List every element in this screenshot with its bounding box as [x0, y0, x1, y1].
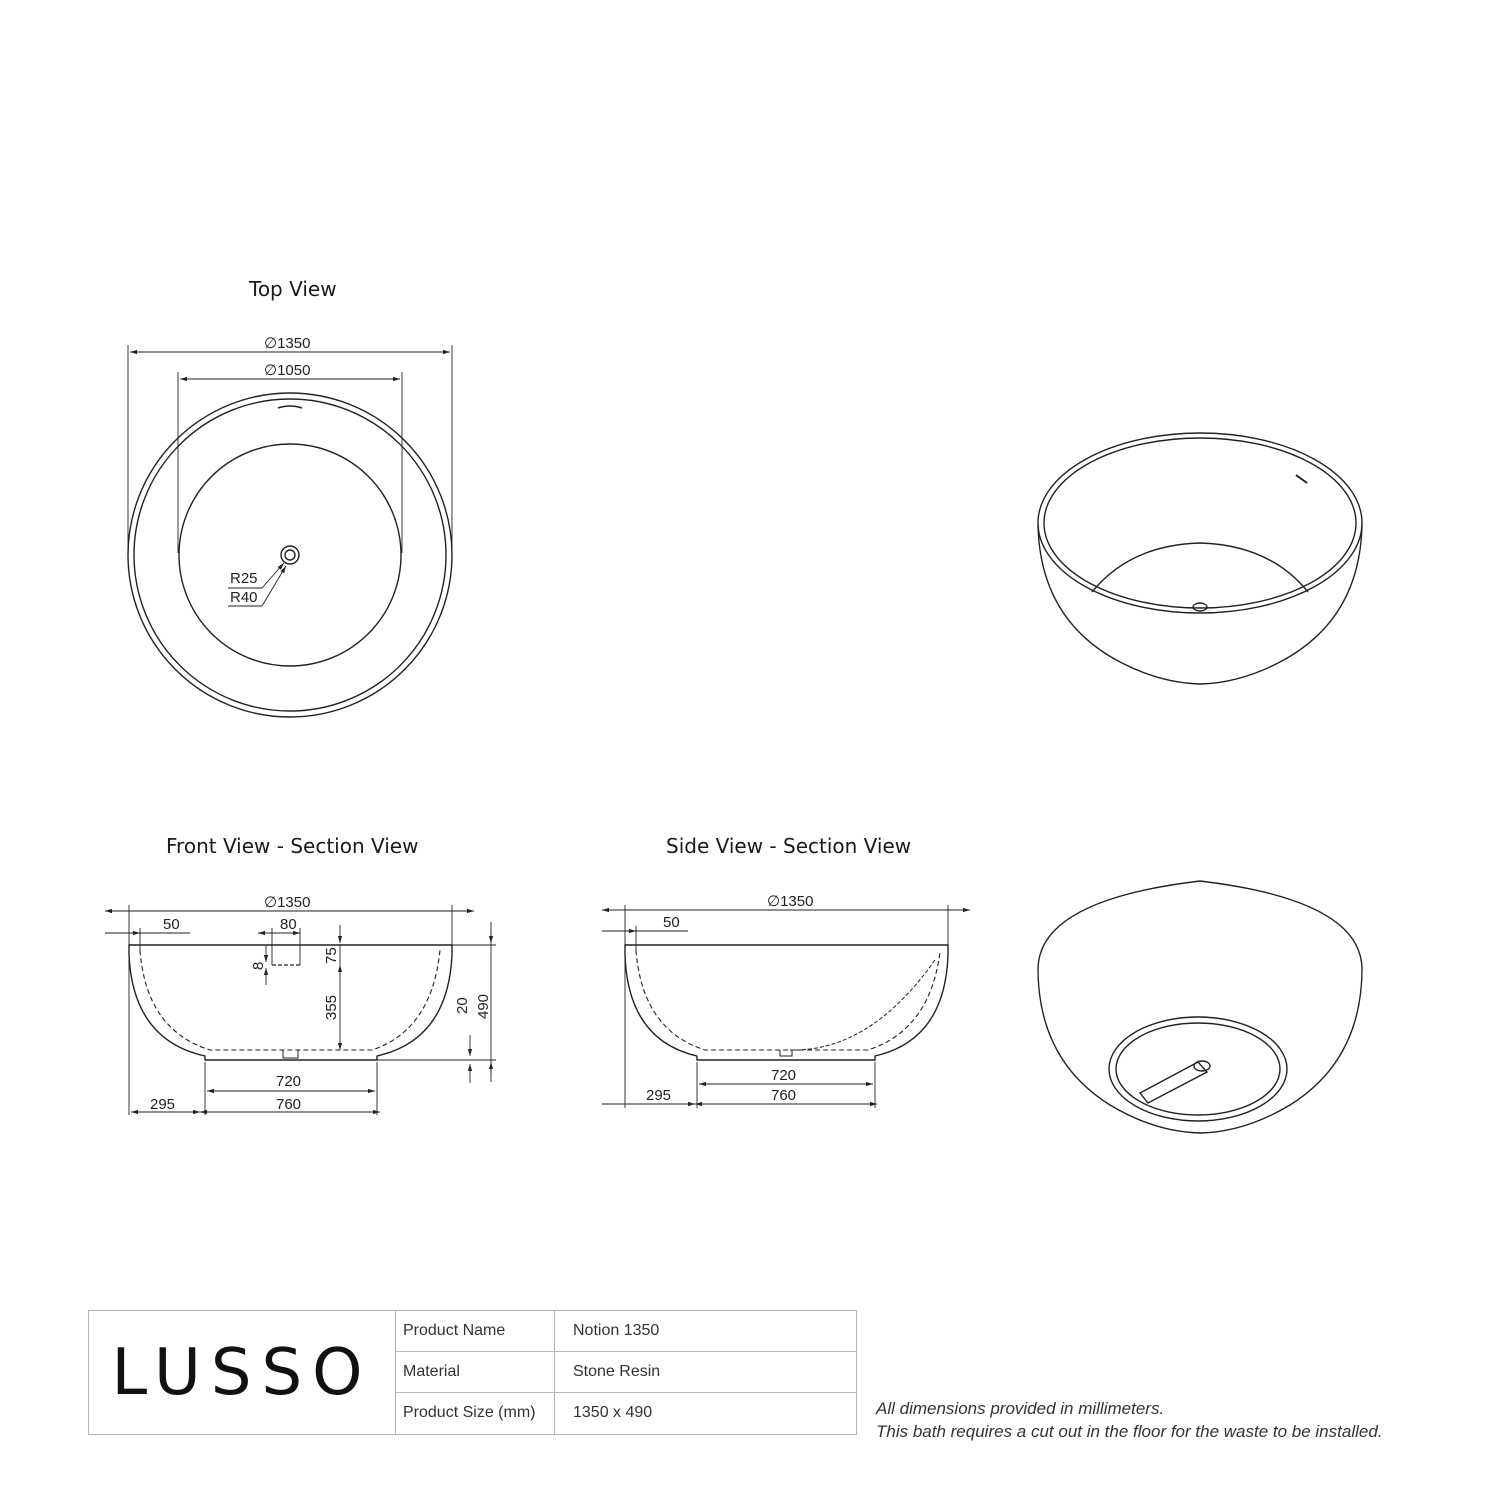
- brand-logo: LUSSO: [111, 1335, 373, 1410]
- side-offset-label: 295: [646, 1087, 672, 1104]
- front-overflow-width-label: 80: [280, 916, 297, 933]
- side-rim-label: 50: [663, 914, 680, 931]
- front-base-inner-label: 720: [276, 1073, 302, 1090]
- top-outer-diameter-label: ∅1350: [264, 335, 311, 352]
- side-base-inner-label: 720: [771, 1067, 797, 1084]
- product-size-value: 1350 x 490: [573, 1404, 653, 1421]
- title-block: [88, 1310, 857, 1435]
- front-offset-label: 295: [150, 1096, 176, 1113]
- title-block-row: [395, 1352, 856, 1393]
- front-overflow-height-label: 8: [250, 961, 267, 970]
- title-block-row: [395, 1393, 856, 1434]
- perspective-top-drawing: [1038, 433, 1362, 684]
- top-inner-diameter-label: ∅1050: [264, 362, 311, 379]
- side-diameter-label: ∅1350: [767, 893, 814, 910]
- side-view-title: Side View - Section View: [666, 834, 912, 858]
- note-line: This bath requires a cut out in the floor for the waste to be installed.: [876, 1422, 1383, 1441]
- material-value: Stone Resin: [573, 1363, 661, 1380]
- side-base-outer-label: 760: [771, 1087, 797, 1104]
- front-diameter-label: ∅1350: [264, 894, 311, 911]
- top-r25-label: R25: [230, 570, 258, 587]
- perspective-bottom-drawing: [1038, 881, 1362, 1133]
- brand-logo-cell: [89, 1311, 396, 1434]
- front-base-outer-label: 760: [276, 1096, 302, 1113]
- top-view-title: Top View: [249, 277, 337, 301]
- top-view-drawing: [128, 345, 452, 717]
- title-block-row: [395, 1311, 856, 1352]
- front-view-title: Front View - Section View: [166, 834, 419, 858]
- material-label: Material: [403, 1352, 555, 1392]
- notes: [876, 1397, 1383, 1443]
- front-overall-height-label: 490: [475, 993, 492, 1019]
- front-rim-label: 50: [163, 916, 180, 933]
- note-line: All dimensions provided in millimeters.: [876, 1399, 1165, 1418]
- front-overflow-drop-label: 75: [323, 947, 340, 964]
- product-size-label: Product Size (mm): [403, 1393, 555, 1434]
- front-interior-depth-label: 355: [323, 994, 340, 1020]
- product-name-value: Notion 1350: [573, 1322, 660, 1339]
- top-r40-label: R40: [230, 589, 258, 606]
- product-name-label: Product Name: [403, 1311, 555, 1351]
- front-base-gap-label: 20: [454, 997, 471, 1014]
